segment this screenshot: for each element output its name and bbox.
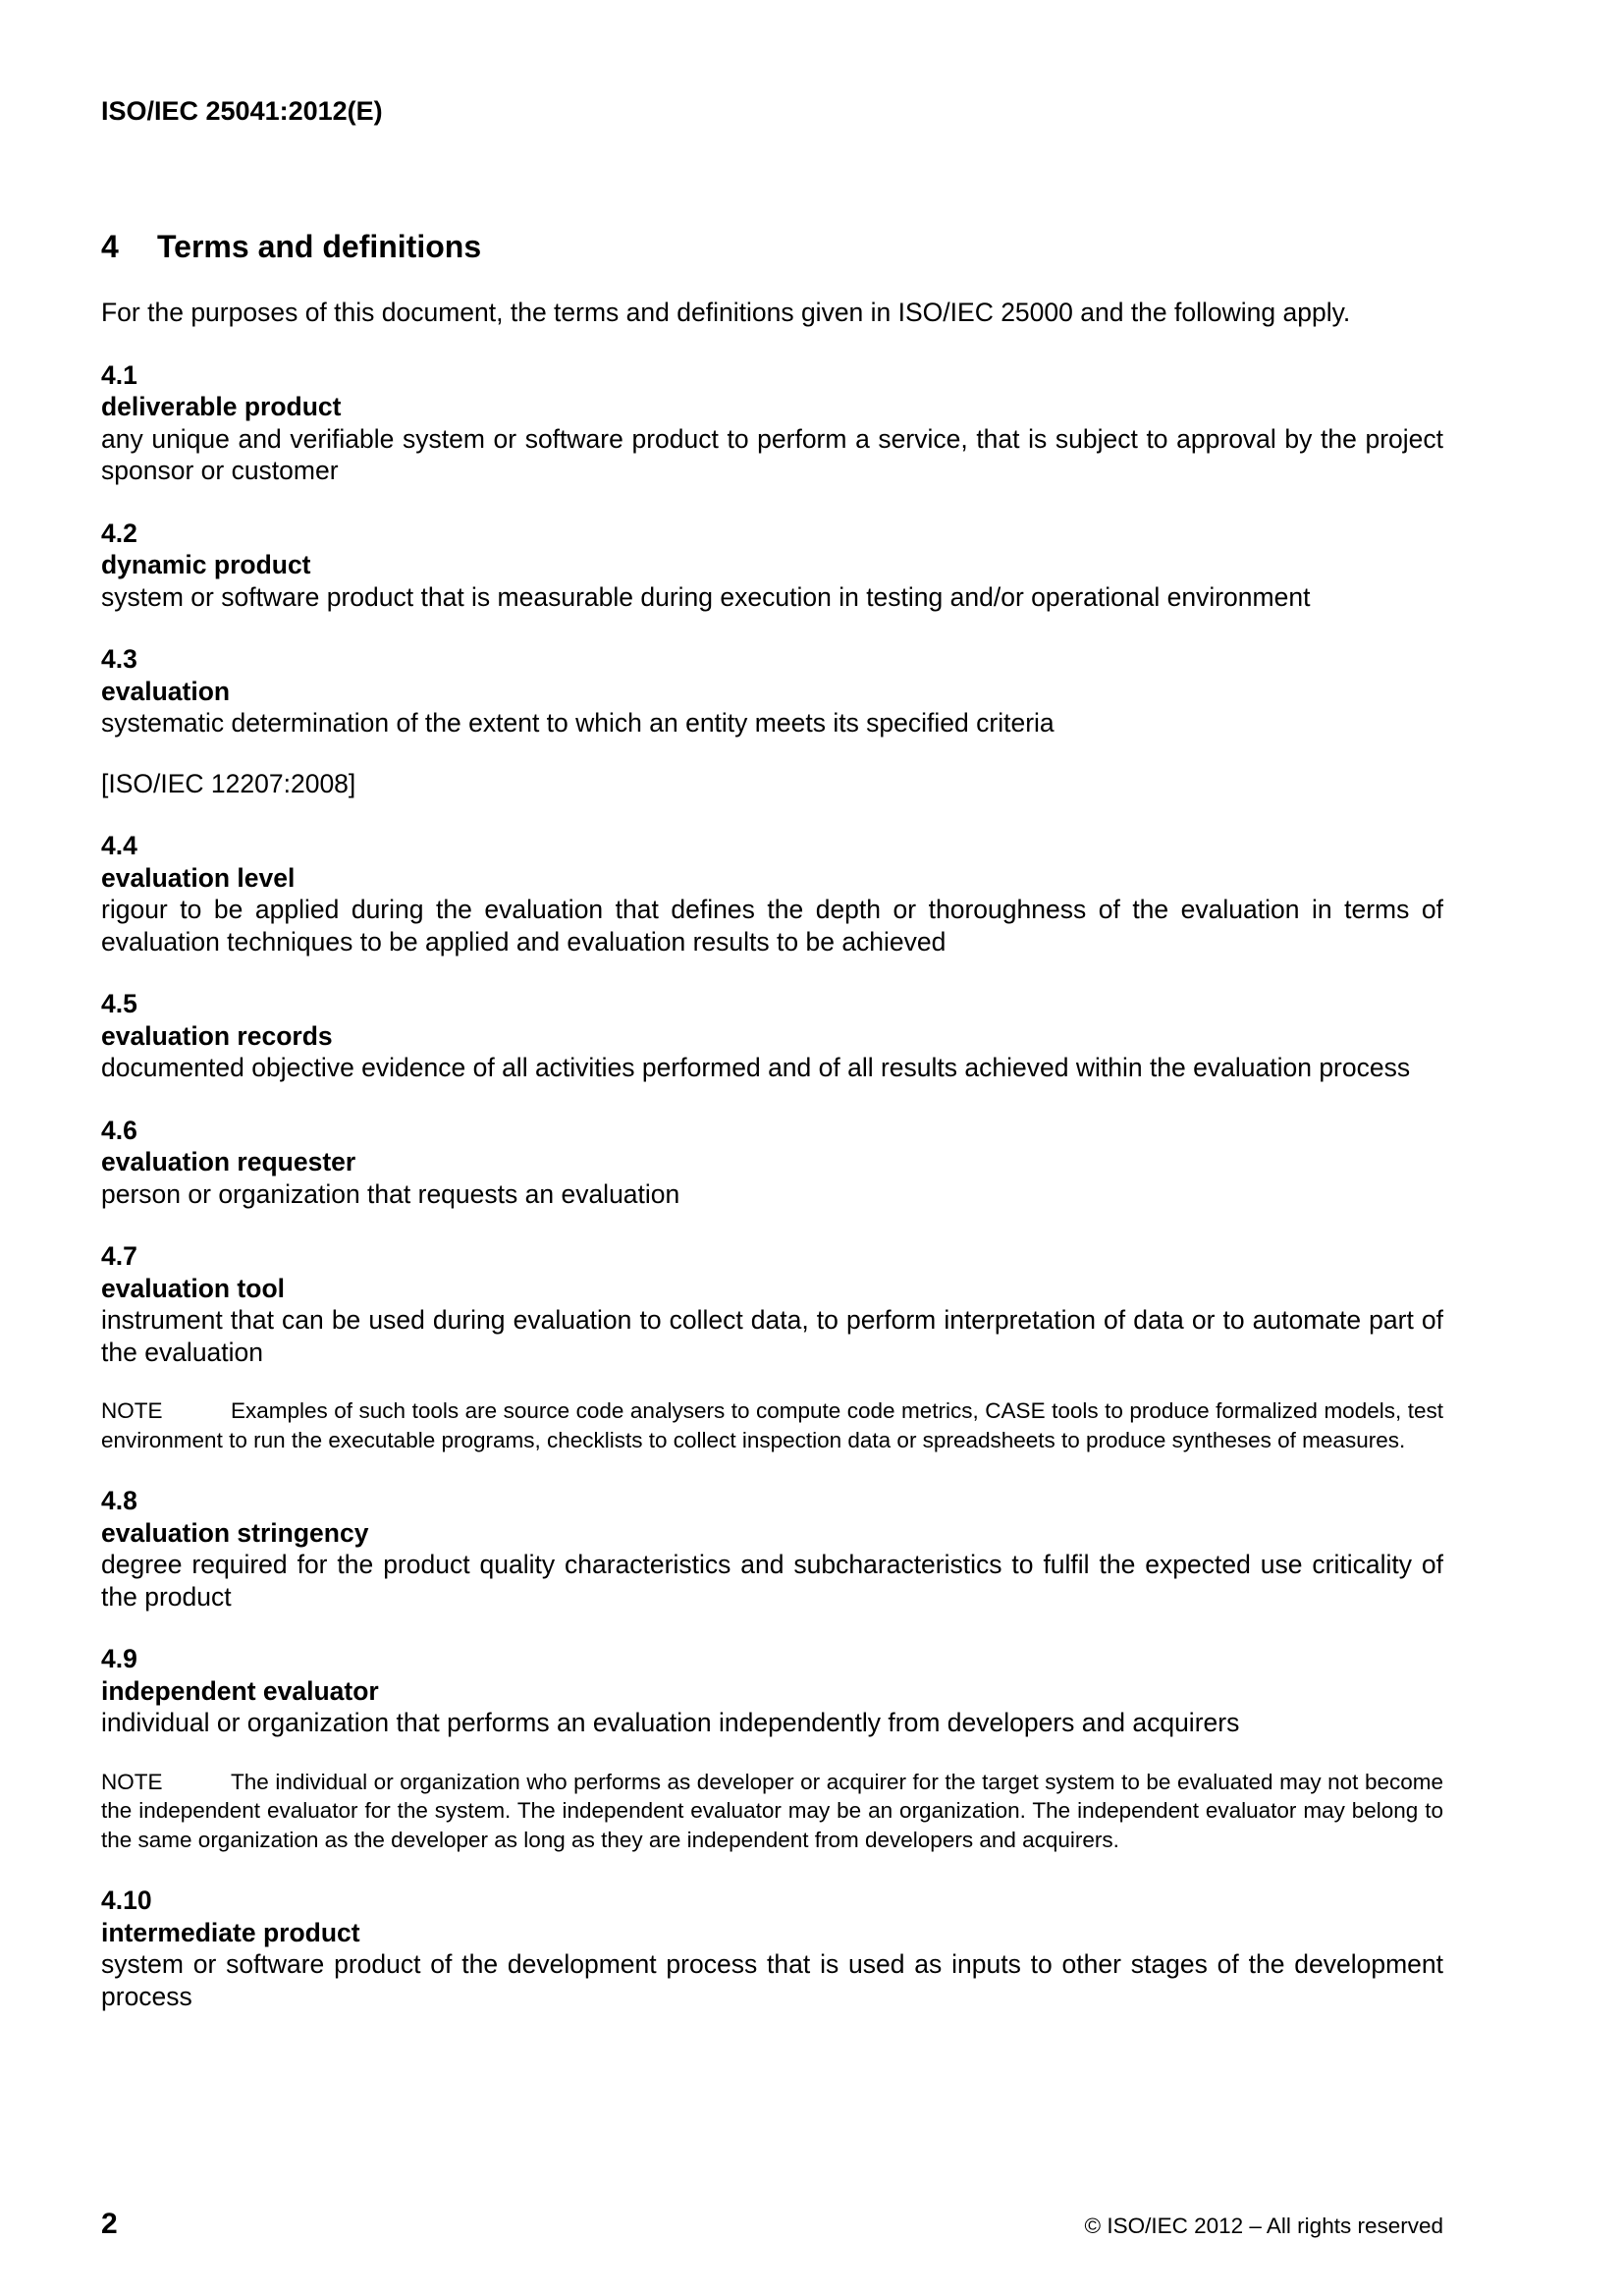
term-entry-4-5 <box>101 988 1443 1084</box>
term-source-reference: [ISO/IEC 12207:2008] <box>101 768 356 798</box>
term-name: evaluation level <box>101 862 296 893</box>
term-entry-4-7 <box>101 1240 1443 1368</box>
clause-number: 4 <box>101 229 119 264</box>
term-entry-4-3 <box>101 643 1443 739</box>
page-number: 2 <box>101 2208 118 2240</box>
term-definition: documented objective evidence of all activities performed and of all results achieved within the evaluation process <box>101 1053 1411 1082</box>
clause-intro: For the purposes of this document, the terms and definitions given in ISO/IEC 25000 and the following apply. <box>101 298 1351 327</box>
term-definition: person or organization that requests an evaluation <box>101 1178 680 1209</box>
term-definition: system or software product that is measurable during execution in testing and/or operational environment <box>101 581 1311 612</box>
term-number: 4.7 <box>101 1241 137 1271</box>
term-definition: degree required for the product quality characteristics and subcharacteristics to fulfil the expected use criticality of the product <box>101 1550 1443 1612</box>
term-definition: systematic determination of the extent to which an entity meets its specified criteria <box>101 708 1055 738</box>
term-note <box>101 1396 1443 1454</box>
term-number: 4.3 <box>101 644 137 674</box>
term-number: 4.1 <box>101 359 137 390</box>
term-name: evaluation <box>101 676 231 706</box>
term-number: 4.9 <box>101 1644 137 1673</box>
term-number: 4.10 <box>101 1886 152 1915</box>
term-name: independent evaluator <box>101 1675 379 1706</box>
term-definition: instrument that can be used during evaluation to collect data, to perform interpretation of data or to automate part of the evaluation <box>101 1305 1443 1367</box>
term-number: 4.8 <box>101 1486 137 1515</box>
note-label: NOTE <box>101 1398 163 1423</box>
note-text: The individual or organization who performs as developer or acquirer for the target system to be evaluated may not become the independent evaluator for the system. The independent evaluator may be an organization. The independent evaluator may belong to the same organization as the developer as long as they are independent from developers and acquirers. <box>101 1769 1443 1852</box>
term-note <box>101 1768 1443 1855</box>
term-definition: any unique and verifiable system or software product to perform a service, that is subject to approval by the project sponsor or customer <box>101 423 1443 485</box>
term-entry-4-10 <box>101 1885 1443 2012</box>
term-number: 4.2 <box>101 518 137 548</box>
term-name: evaluation requester <box>101 1147 356 1176</box>
clause-heading <box>101 228 481 265</box>
term-definition: rigour to be applied during the evaluation that defines the depth or thoroughness of the evaluation in terms of evaluation techniques to be applied and evaluation results to be achieved <box>101 895 1443 957</box>
term-number: 4.6 <box>101 1115 137 1145</box>
term-entry-4-2 <box>101 518 1443 614</box>
document-id-header: ISO/IEC 25041:2012(E) <box>101 96 383 126</box>
term-name: evaluation records <box>101 1020 333 1051</box>
term-name: deliverable product <box>101 392 342 421</box>
term-entry-4-6 <box>101 1115 1443 1211</box>
term-number: 4.5 <box>101 989 137 1018</box>
clause-body <box>101 297 1443 2043</box>
term-entry-4-1 <box>101 359 1443 487</box>
term-definition: system or software product of the development process that is used as inputs to other stages of the development process <box>101 1949 1443 2011</box>
term-number: 4.4 <box>101 831 137 860</box>
term-definition: individual or organization that performs an evaluation independently from developers and acquirers <box>101 1708 1240 1737</box>
term-entry-4-4 <box>101 830 1443 957</box>
term-name: evaluation tool <box>101 1273 285 1303</box>
note-label: NOTE <box>101 1769 163 1794</box>
term-name: evaluation stringency <box>101 1517 369 1548</box>
copyright-notice: © ISO/IEC 2012 – All rights reserved <box>1084 2214 1443 2238</box>
term-entry-4-8 <box>101 1485 1443 1613</box>
note-text: Examples of such tools are source code analysers to compute code metrics, CASE tools to produce formalized models, test environment to run the executable programs, checklists to collect inspection data or spreadsheets to produce syntheses of measures. <box>101 1398 1443 1452</box>
term-name: dynamic product <box>101 550 311 579</box>
term-entry-4-9 <box>101 1643 1443 1739</box>
clause-title: Terms and definitions <box>157 229 482 264</box>
term-name: intermediate product <box>101 1917 360 1947</box>
